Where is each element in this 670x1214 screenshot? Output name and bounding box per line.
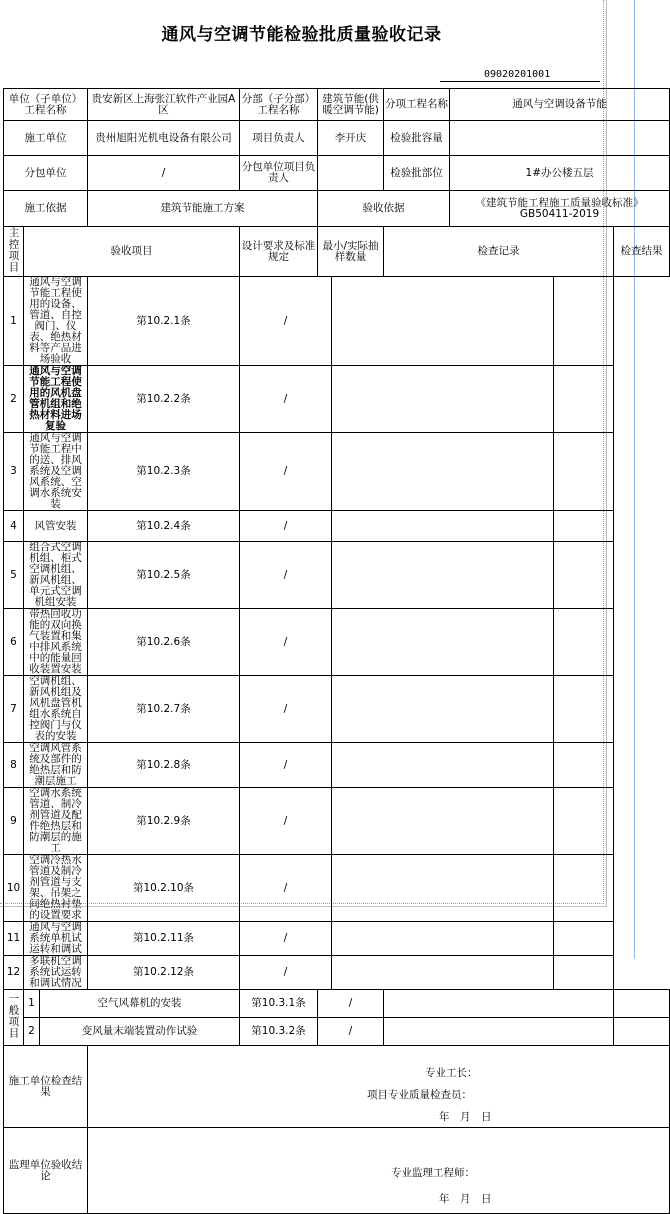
- col-item-header: 验收项目: [24, 227, 240, 277]
- item-result: [554, 956, 614, 990]
- item-number: 2: [24, 1018, 40, 1046]
- item-record: [332, 676, 554, 743]
- item-text: 空气风幕机的安装: [40, 990, 240, 1018]
- quality-inspector-label: 项目专业质量检查员：: [367, 1089, 472, 1101]
- item-text: 空调水系统管道、制冷剂管道及配件绝热层和防潮层的施工: [24, 788, 88, 855]
- item-text: 通风与空调系统单机试运转和调试: [24, 922, 88, 956]
- item-result: [554, 609, 614, 676]
- item-number: 8: [4, 743, 24, 788]
- item-sample: /: [240, 676, 332, 743]
- contractor-date-label: 年 月 日: [439, 1111, 492, 1123]
- capacity-value: [450, 121, 670, 156]
- item-sample: /: [318, 990, 384, 1018]
- item-result: [554, 676, 614, 743]
- item-standard: 第10.3.2条: [240, 1018, 318, 1046]
- item-record: [332, 433, 554, 511]
- contractor-result-area: [88, 1046, 670, 1128]
- item-number: 7: [4, 676, 24, 743]
- col-result-header: 检查结果: [614, 227, 670, 277]
- basis-label: 施工依据: [4, 191, 88, 227]
- document-title: 通风与空调节能检验批质量验收记录: [161, 25, 442, 45]
- item-sample: /: [240, 922, 332, 956]
- item-result: [554, 542, 614, 609]
- main-items-label: 主控项目: [4, 227, 24, 277]
- item-result: [554, 511, 614, 542]
- item-text: 多联机空调系统试运转和调试情况: [24, 956, 88, 990]
- item-text: 空调机组、新风机组及风机盘管机组水系统自控阀门与仪表的安装: [24, 676, 88, 743]
- item-record: [332, 609, 554, 676]
- item-sample: /: [318, 1018, 384, 1046]
- item-number: 11: [4, 922, 24, 956]
- supervisor-date-label: 年 月 日: [439, 1193, 492, 1205]
- item-standard: 第10.2.2条: [88, 366, 240, 433]
- item-result: [554, 433, 614, 511]
- general-items-body: [4, 990, 670, 1046]
- location-value: 1#办公楼五层: [450, 156, 670, 191]
- unit-value: 贵安新区上海张江软件产业园A区: [88, 89, 240, 121]
- subitem-value: 通风与空调设备节能: [450, 89, 670, 121]
- pm-label: 项目负责人: [240, 121, 318, 156]
- main-item-row: [4, 542, 670, 609]
- main-item-row: [4, 855, 670, 922]
- main-items-body: [4, 277, 670, 990]
- item-standard: 第10.3.1条: [240, 990, 318, 1018]
- item-record: [332, 855, 554, 922]
- item-record: [384, 1018, 614, 1046]
- basis-value: 建筑节能施工方案: [88, 191, 318, 227]
- sub-pm-value: [318, 156, 384, 191]
- general-items-label: 一般项目: [4, 990, 24, 1046]
- main-item-row: [4, 788, 670, 855]
- main-item-row: [4, 609, 670, 676]
- item-record: [332, 277, 554, 366]
- item-number: 12: [4, 956, 24, 990]
- acceptance-basis-value: 《建筑节能工程施工质量验收标准》GB50411-2019: [450, 191, 670, 227]
- item-sample: /: [240, 743, 332, 788]
- item-number: 1: [24, 990, 40, 1018]
- supervisor-result-area: [88, 1128, 670, 1214]
- supervising-engineer-label: 专业监理工程师：: [391, 1167, 475, 1179]
- item-sample: /: [240, 956, 332, 990]
- col-design-header: 设计要求及标准规定: [240, 227, 318, 277]
- item-record: [384, 990, 614, 1018]
- general-item-row: [4, 1018, 670, 1046]
- main-item-row: [4, 922, 670, 956]
- item-result: [554, 366, 614, 433]
- supervisor-result-label: 监理单位验收结论: [4, 1128, 88, 1214]
- item-sample: /: [240, 511, 332, 542]
- item-record: [332, 788, 554, 855]
- main-item-row: [4, 743, 670, 788]
- item-number: 9: [4, 788, 24, 855]
- subitem-label: 分项工程名称: [384, 89, 450, 121]
- item-result: [614, 1018, 670, 1046]
- item-number: 1: [4, 277, 24, 366]
- item-number: 2: [4, 366, 24, 433]
- item-number: 10: [4, 855, 24, 922]
- item-standard: 第10.2.4条: [88, 511, 240, 542]
- contractor-label: 施工单位: [4, 121, 88, 156]
- item-standard: 第10.2.11条: [88, 922, 240, 956]
- item-sample: /: [240, 609, 332, 676]
- contractor-value: 贵州旭阳光机电设备有限公司: [88, 121, 240, 156]
- item-number: 6: [4, 609, 24, 676]
- item-standard: 第10.2.7条: [88, 676, 240, 743]
- item-text: 空调冷热水管道及制冷剂管道与支架、吊架之间绝热衬垫的设置要求: [24, 855, 88, 922]
- main-item-row: [4, 511, 670, 542]
- item-sample: /: [240, 277, 332, 366]
- item-record: [332, 542, 554, 609]
- item-standard: 第10.2.5条: [88, 542, 240, 609]
- col-record-header: 检查记录: [384, 227, 614, 277]
- pm-value: 李开庆: [318, 121, 384, 156]
- subcontractor-value: /: [88, 156, 240, 191]
- location-label: 检验批部位: [384, 156, 450, 191]
- item-standard: 第10.2.3条: [88, 433, 240, 511]
- item-record: [332, 511, 554, 542]
- item-standard: 第10.2.12条: [88, 956, 240, 990]
- main-item-row: [4, 366, 670, 433]
- item-result: [554, 743, 614, 788]
- sub-pm-label: 分包单位项目负责人: [240, 156, 318, 191]
- item-result: [554, 922, 614, 956]
- general-item-row: [4, 990, 670, 1018]
- item-text: 组合式空调机组、柜式空调机组、新风机组、单元式空调机组安装: [24, 542, 88, 609]
- capacity-label: 检验批容量: [384, 121, 450, 156]
- item-result: [554, 277, 614, 366]
- unit-label: 单位（子单位）工程名称: [4, 89, 88, 121]
- main-item-row: [4, 956, 670, 990]
- item-result: [614, 990, 670, 1018]
- item-standard: 第10.2.6条: [88, 609, 240, 676]
- item-text: 空调风管系统及部件的绝热层和防潮层施工: [24, 743, 88, 788]
- item-sample: /: [240, 366, 332, 433]
- division-value: 建筑节能(供暖空调节能): [318, 89, 384, 121]
- document-number: 09020201001: [484, 69, 551, 80]
- item-sample: /: [240, 433, 332, 511]
- item-record: [332, 366, 554, 433]
- item-text: 通风与空调节能工程使用的设备、管道、自控阀门、仪表、绝热材料等产品进场验收: [24, 277, 88, 366]
- item-sample: /: [240, 788, 332, 855]
- item-text: 带热回收功能的双向换气装置和集中排风系统中的能量回收装置安装: [24, 609, 88, 676]
- item-result: [554, 855, 614, 922]
- item-number: 5: [4, 542, 24, 609]
- col-sample-header: 最小/实际抽样数量: [318, 227, 384, 277]
- item-sample: /: [240, 542, 332, 609]
- contractor-result-label: 施工单位检查结果: [4, 1046, 88, 1128]
- item-standard: 第10.2.1条: [88, 277, 240, 366]
- acceptance-record-table: [3, 88, 670, 1214]
- item-standard: 第10.2.9条: [88, 788, 240, 855]
- item-record: [332, 922, 554, 956]
- main-item-row: [4, 433, 670, 511]
- subcontractor-label: 分包单位: [4, 156, 88, 191]
- item-number: 3: [4, 433, 24, 511]
- division-label: 分部（子分部）工程名称: [240, 89, 318, 121]
- item-standard: 第10.2.8条: [88, 743, 240, 788]
- acceptance-basis-label: 验收依据: [318, 191, 450, 227]
- item-text: 风管安装: [24, 511, 88, 542]
- item-text: 通风与空调节能工程中的送、排风系统及空调风系统、空调水系统安装: [24, 433, 88, 511]
- document-number-underline: [440, 81, 600, 82]
- item-number: 4: [4, 511, 24, 542]
- item-standard: 第10.2.10条: [88, 855, 240, 922]
- item-text: 变风量末端装置动作试验: [40, 1018, 240, 1046]
- item-sample: /: [240, 855, 332, 922]
- item-text: 通风与空调节能工程使用的风机盘管机组和绝热材料进场复验: [24, 366, 88, 433]
- main-item-row: [4, 277, 670, 366]
- item-record: [332, 956, 554, 990]
- item-record: [332, 743, 554, 788]
- main-item-row: [4, 676, 670, 743]
- item-result: [554, 788, 614, 855]
- foreman-label: 专业工长：: [425, 1067, 478, 1079]
